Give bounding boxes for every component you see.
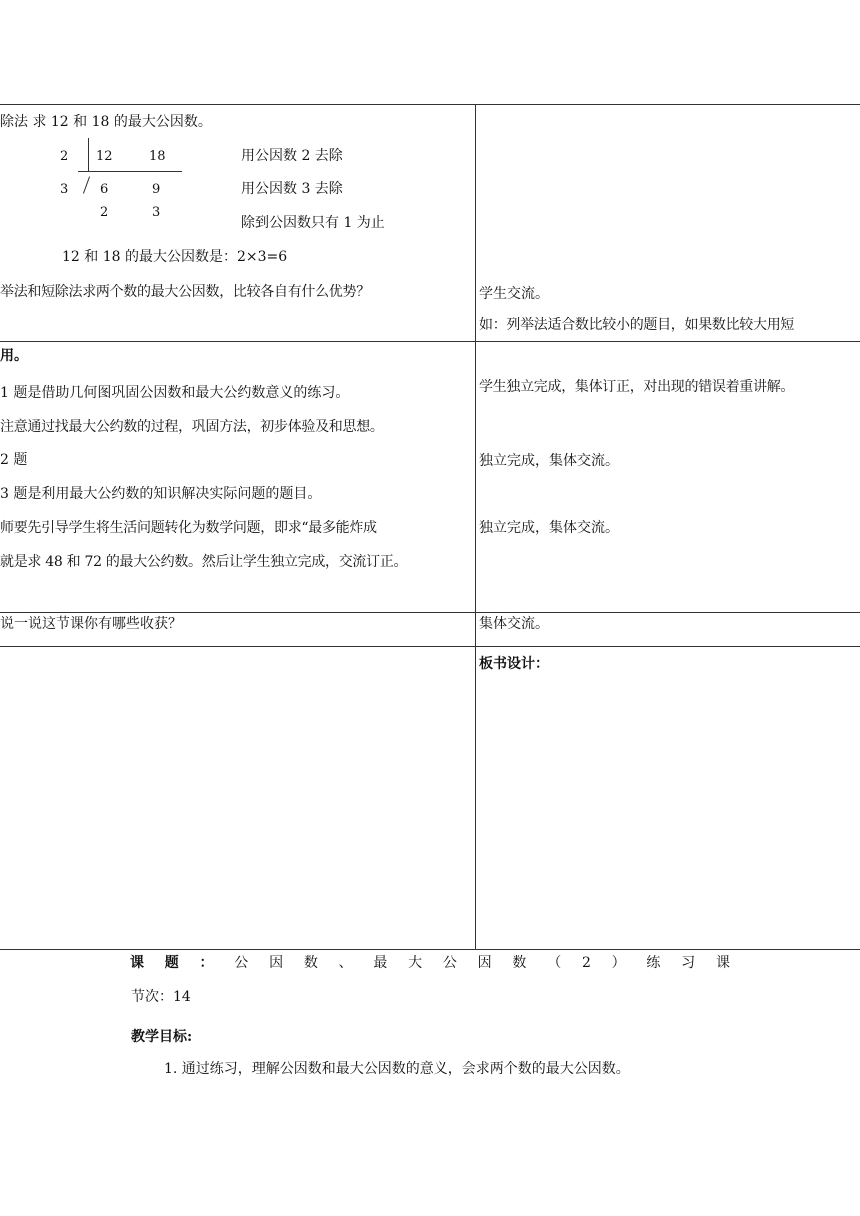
summary-question: 说一说这节课你有哪些收获？ <box>0 616 182 632</box>
lesson-title-char: 课 <box>715 955 730 971</box>
lesson-title-char: 公 <box>442 955 457 971</box>
table-top-border <box>0 104 860 105</box>
divisor-2: 3 <box>60 182 69 197</box>
lesson-title-char: 2 <box>581 955 591 971</box>
lesson-title-char: ） <box>611 955 626 971</box>
practice-line-6: 就是求 48 和 72 的最大公约数。然后让学生独立完成，交流订正。 <box>0 554 408 570</box>
lesson-title-char: 、 <box>338 955 353 971</box>
gcd-result: 12 和 18 的最大公因数是：2×3=6 <box>62 249 288 265</box>
quotient-1: 6 <box>100 182 109 197</box>
remainder-2: 3 <box>152 205 161 220</box>
lesson-title-char: 大 <box>408 955 423 971</box>
student-activity-3: 独立完成，集体交流。 <box>479 520 619 536</box>
practice-line-5: 师要先引导学生将生活问题转化为数学问题，即求“最多能炸成 <box>0 520 377 536</box>
student-exchange: 学生交流。 <box>479 286 549 302</box>
lesson-title-char: 因 <box>269 955 284 971</box>
goal-1: 1. 通过练习，理解公因数和最大公因数的意义，会求两个数的最大公因数。 <box>164 1061 630 1077</box>
lesson-title-char: 题 <box>164 955 179 971</box>
lesson-title-char: 因 <box>477 955 492 971</box>
lesson-title-char: 数 <box>512 955 527 971</box>
lesson-title <box>130 955 730 972</box>
student-activity-2: 独立完成，集体交流。 <box>479 453 619 469</box>
lesson-title-char: 数 <box>303 955 318 971</box>
divisor-1: 2 <box>60 149 69 164</box>
practice-line-1: 1 题是借助几何图巩固公因数和最大公约数意义的练习。 <box>0 385 350 401</box>
division-vertical-bar <box>88 138 89 172</box>
practice-line-3: 2 题 <box>0 452 28 468</box>
division-note-1: 用公因数 2 去除 <box>241 148 343 164</box>
summary-activity: 集体交流。 <box>479 616 549 632</box>
division-intro: 除法 求 12 和 18 的最大公因数。 <box>0 114 212 130</box>
comparison-question: 举法和短除法求两个数的最大公因数，比较各自有什么优势？ <box>0 284 370 300</box>
lesson-title-char: 课 <box>130 955 144 971</box>
division-slash-mark <box>83 176 90 193</box>
lesson-title-char: 练 <box>646 955 661 971</box>
student-activity-1: 学生独立完成，集体订正，对出现的错误着重讲解。 <box>479 379 795 395</box>
goals-heading: 教学目标: <box>131 1029 193 1045</box>
division-note-3: 除到公因数只有 1 为止 <box>241 215 385 231</box>
remainder-1: 2 <box>100 205 109 220</box>
lesson-title-char: 公 <box>234 955 249 971</box>
lesson-title-char: 习 <box>681 955 696 971</box>
table-row-divider-3 <box>0 646 860 647</box>
lesson-title-char: （ <box>547 955 562 971</box>
dividend-2: 18 <box>149 149 166 164</box>
lesson-title-char: 最 <box>373 955 388 971</box>
practice-line-4: 3 题是利用最大公约数的知识解决实际问题的题目。 <box>0 486 322 502</box>
table-column-divider <box>475 104 476 950</box>
division-horizontal-bar <box>78 171 182 172</box>
quotient-2: 9 <box>152 182 161 197</box>
board-design-label: 板书设计： <box>479 656 549 672</box>
practice-heading: 用。 <box>0 348 28 364</box>
division-note-2: 用公因数 3 去除 <box>241 181 343 197</box>
dividend-1: 12 <box>96 149 113 164</box>
table-row-divider-2 <box>0 612 860 613</box>
lesson-section: 节次：14 <box>131 989 191 1005</box>
practice-line-2: 注意通过找最大公约数的过程，巩固方法，初步体验及和思想。 <box>0 419 384 435</box>
example-note: 如：列举法适合数比较小的题目，如果数比较大用短 <box>479 317 795 333</box>
table-row-divider-1 <box>0 341 860 342</box>
table-bottom-border <box>0 949 860 950</box>
lesson-title-char: ： <box>199 955 214 971</box>
